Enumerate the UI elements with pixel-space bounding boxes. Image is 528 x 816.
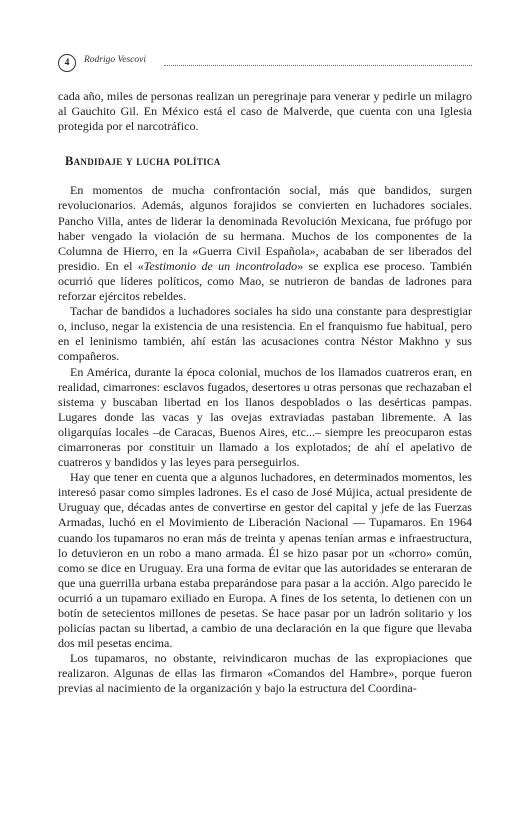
- paragraph-mujica: Hay que tener en cuenta que a algunos luchadores, en determinados momentos, les interesó pasar como simples ladrones. Es el caso de José Mújica, actual presidente de Uruguay que, décadas antes de convertirse en gestor del capital y jefe de las Fuerzas Armadas, luchó en el Movimiento de Liberación Nacional — Tupamaros. En 1964 cuando los tupamaros no eran más de treinta y apenas tenían armas e infraestructura, lo detuvieron en un robo a mano armada. Él se hizo pasar por un «chorro» común, como se dice en Uruguay. Era una forma de evitar que las autoridades se enteraran de que una guerrilla urbana estaba preparándose para pasar a la acción. Algo parecido le ocurrió a un tupamaro exiliado en Europa. A fines de los setenta, lo detienen con un botín de setecientos millones de pesetas. Se hace pasar por un ladrón solitario y los policías pactan su libertad, a cambio de una declaración en la que figure que llevaba dos mil pesetas encima.: [58, 470, 472, 651]
- paragraph-continued: cada año, miles de personas realizan un peregrinaje para venerar y pedirle un milagro al Gauchito Gil. En México está el caso de Malverde, que cuenta con una Iglesia protegida por el narcotráfico.: [58, 89, 472, 134]
- book-title: Testimonio de un incontrolado: [143, 258, 298, 273]
- page-number: 4: [58, 54, 76, 72]
- paragraph-discredit: Tachar de bandidos a luchadores sociales ha sido una constante para desprestigiar o, incluso, negar la existencia de una resistencia. En el franquismo fue habitual, pero en el leninismo también, ahí están las acusaciones contra Néstor Makhno y sus compañeros.: [58, 304, 472, 364]
- page-header: [58, 54, 472, 72]
- page-body: [58, 89, 472, 697]
- paragraph-text: En momentos de mucha confrontación social, más que bandidos, surgen revolucionarios. Además, algunos forajidos se convierten en luchadores sociales. Pancho Villa, antes de liderar la denominada Revolución Mexicana, fue prófugo por haber vengado la violación de su hermana. Muchos de los componentes de la Columna de Hierro, en la «Guerra Civil Española», acababan de ser liberados del presidio. En el «: [58, 183, 472, 273]
- paragraph-america: En América, durante la época colonial, muchos de los llamados cuatreros eran, en realidad, cimarrones: esclavos fugados, desertores u otras personas que rechazaban el sistema y buscaban libertad en los llanos despoblados o las desérticas pampas. Lugares donde las vacas y las ovejas extraviadas pastaban libremente. A las oligarquías locales –de Caracas, Buenos Aires, etc...– siempre les preocuparon estas cimarroneras por constituir un llamado a los explotados; de ahí el apelativo de cuatreros y bandidos y las leyes para perseguirlos.: [58, 364, 472, 470]
- section-heading: Bandidaje y lucha política: [65, 154, 221, 169]
- header-dotted-rule: [164, 65, 472, 66]
- paragraph-text: » se explica ese proceso. También ocurrió que líderes políticos, como Mao, se nutrieron de bandas de ladrones para reforzar ejércitos rebeldes.: [58, 258, 473, 304]
- paragraph-tupamaros: Los tupamaros, no obstante, reivindicaron muchas de las expropiaciones que realizaron. Algunas de ellas las firmaron «Comandos del Hambre», porque fueron previas al nacimiento de la organización y bajo la estructura del Coordina-: [58, 651, 472, 696]
- paragraph-revolutionaries: [58, 183, 472, 304]
- running-head-author: Rodrigo Vescovi: [84, 55, 147, 65]
